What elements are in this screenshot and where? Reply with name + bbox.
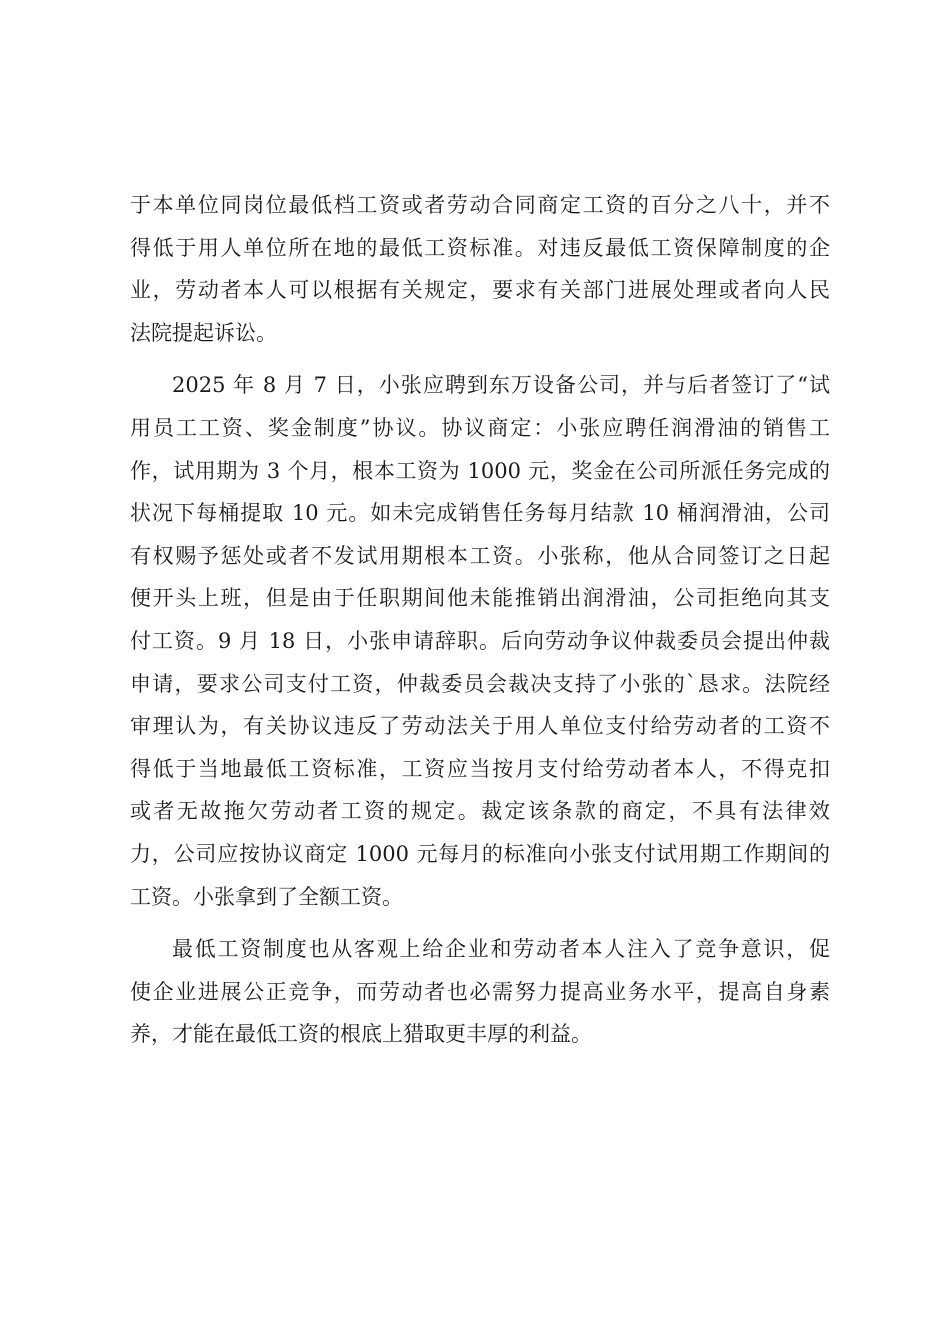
text-line: 有权赐予惩处或者不发试用期根本工资。小张称，他从合同签订之日起 xyxy=(130,543,830,568)
text-line: 或者无故拖欠劳动者工资的规定。裁定该条款的商定，不具有法律效 xyxy=(130,799,830,824)
text-line: 最低工资制度也从客观上给企业和劳动者本人注入了竞争意识，促 xyxy=(172,937,830,962)
document-body xyxy=(130,184,830,1056)
text-line: 审理认为，有关协议违反了劳动法关于用人单位支付给劳动者的工资不 xyxy=(130,714,830,739)
text-line: 状况下每桶提取 10 元。如未完成销售任务每月结款 10 桶润滑油，公司 xyxy=(130,501,830,526)
text-line: 申请，要求公司支付工资，仲裁委员会裁决支持了小张的`恳求。法院经 xyxy=(130,671,830,696)
text-line: 于本单位同岗位最低档工资或者劳动合同商定工资的百分之八十，并不 xyxy=(130,193,830,217)
paragraph-2 xyxy=(130,364,830,918)
paragraph-spacer xyxy=(130,354,830,364)
paragraph-3 xyxy=(130,928,830,1056)
text-line: 养，才能在最低工资的根底上猎取更丰厚的利益。 xyxy=(130,1022,592,1047)
text-line: 得低于当地最低工资标准，工资应当按月支付给劳动者本人，不得克扣 xyxy=(130,756,830,781)
text-line: 法院提起诉讼。 xyxy=(130,320,277,345)
text-line: 付工资。9 月 18 日，小张申请辞职。后向劳动争议仲裁委员会提出仲裁 xyxy=(130,628,830,653)
paragraph-spacer xyxy=(130,918,830,928)
text-line: 得低于用人单位所在地的最低工资标准。对违反最低工资保障制度的企 xyxy=(130,235,830,260)
text-line: 使企业进展公正竞争，而劳动者也必需努力提高业务水平，提高自身素 xyxy=(130,979,830,1004)
text-line: 工资。小张拿到了全额工资。 xyxy=(130,884,403,909)
text-line: 2025 年 8 月 7 日，小张应聘到东万设备公司，并与后者签订了“试 xyxy=(172,373,830,398)
text-line: 业，劳动者本人可以根据有关规定，要求有关部门进展处理或者向人民 xyxy=(130,278,830,303)
text-line: 力，公司应按协议商定 1000 元每月的标准向小张支付试用期工作期间的 xyxy=(130,841,830,866)
text-line: 便开头上班，但是由于任职期间他未能推销出润滑油，公司拒绝向其支 xyxy=(130,586,830,611)
text-line: 作，试用期为 3 个月，根本工资为 1000 元，奖金在公司所派任务完成的 xyxy=(130,458,830,483)
text-line: 用员工工资、奖金制度”协议。协议商定：小张应聘任润滑油的销售工 xyxy=(130,415,830,440)
paragraph-1 xyxy=(130,184,830,354)
